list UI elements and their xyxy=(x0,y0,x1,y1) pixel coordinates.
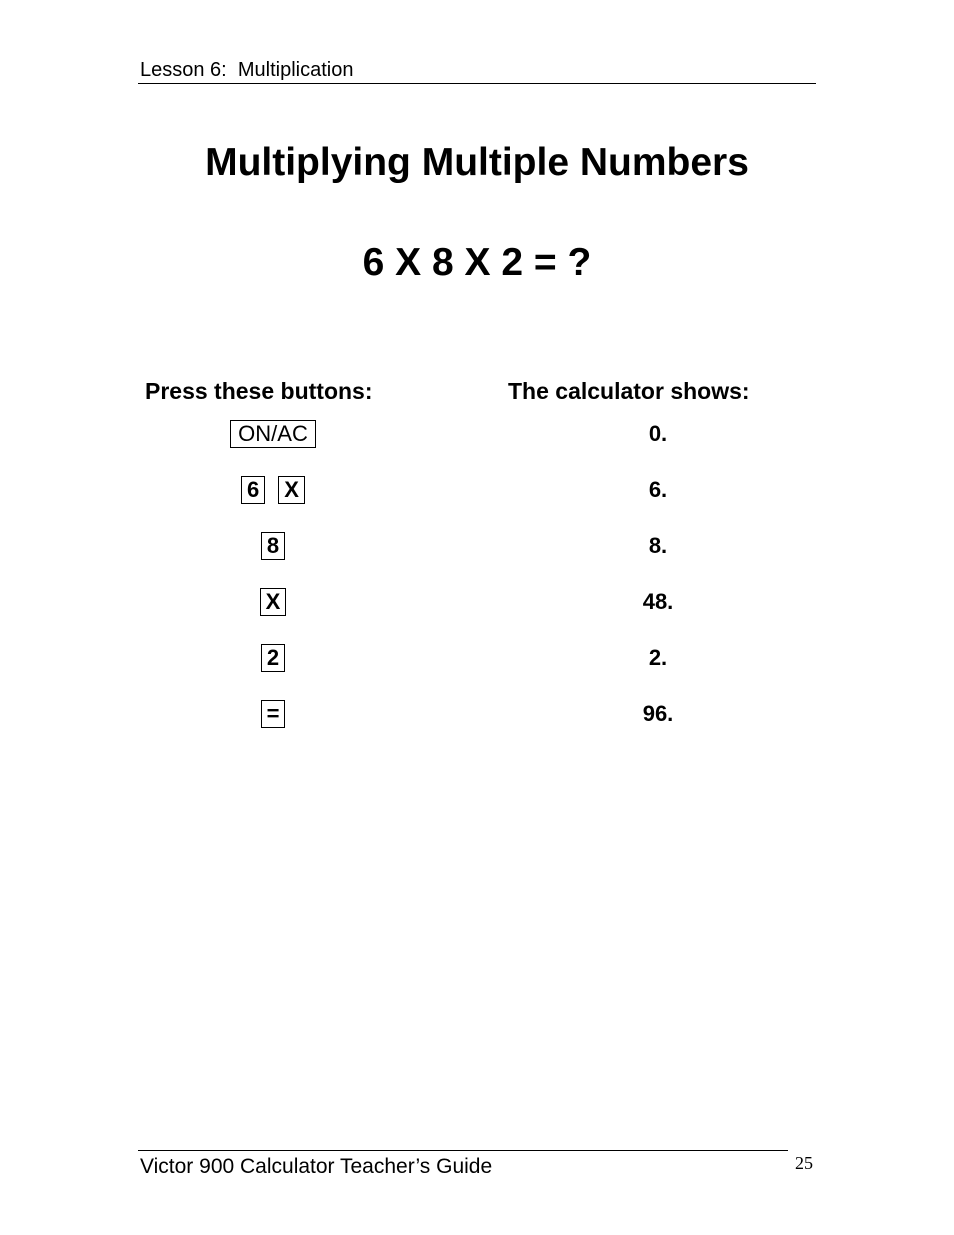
keys-group xyxy=(140,417,406,451)
key-on-ac: ON/AC xyxy=(230,420,316,448)
keys-group xyxy=(140,697,406,731)
display-value: 6. xyxy=(648,477,668,502)
step-row-5 xyxy=(0,641,954,675)
footer-guide-title: Victor 900 Calculator Teacher’s Guide xyxy=(140,1155,493,1178)
display-value: 2. xyxy=(648,645,668,670)
key-equals: = xyxy=(261,700,286,728)
display-value: 8. xyxy=(648,533,668,558)
press-buttons-header: Press these buttons: xyxy=(145,378,373,404)
display-value: 0. xyxy=(648,421,668,446)
keys-group xyxy=(140,529,406,563)
page-title: Multiplying Multiple Numbers xyxy=(205,141,749,184)
page-number: 25 xyxy=(795,1153,813,1173)
step-row-1 xyxy=(0,417,954,451)
keys-group xyxy=(140,585,406,619)
display-value: 96. xyxy=(642,701,674,726)
display-value: 48. xyxy=(642,589,674,614)
key-multiply: X xyxy=(260,588,287,616)
key-6: 6 xyxy=(241,476,265,504)
step-row-2 xyxy=(0,473,954,507)
page-header xyxy=(138,56,816,84)
keys-group xyxy=(140,473,406,507)
step-row-3 xyxy=(0,529,954,563)
key-8: 8 xyxy=(261,532,285,560)
step-row-4 xyxy=(0,585,954,619)
step-row-6 xyxy=(0,697,954,731)
calculator-shows-header: The calculator shows: xyxy=(508,378,750,404)
key-2: 2 xyxy=(261,644,285,672)
equation: 6 X 8 X 2 = ? xyxy=(362,241,592,284)
key-multiply: X xyxy=(278,476,305,504)
header-lesson-title: Lesson 6: Multiplication xyxy=(140,59,354,81)
page-footer xyxy=(138,1150,788,1178)
keys-group xyxy=(140,641,406,675)
